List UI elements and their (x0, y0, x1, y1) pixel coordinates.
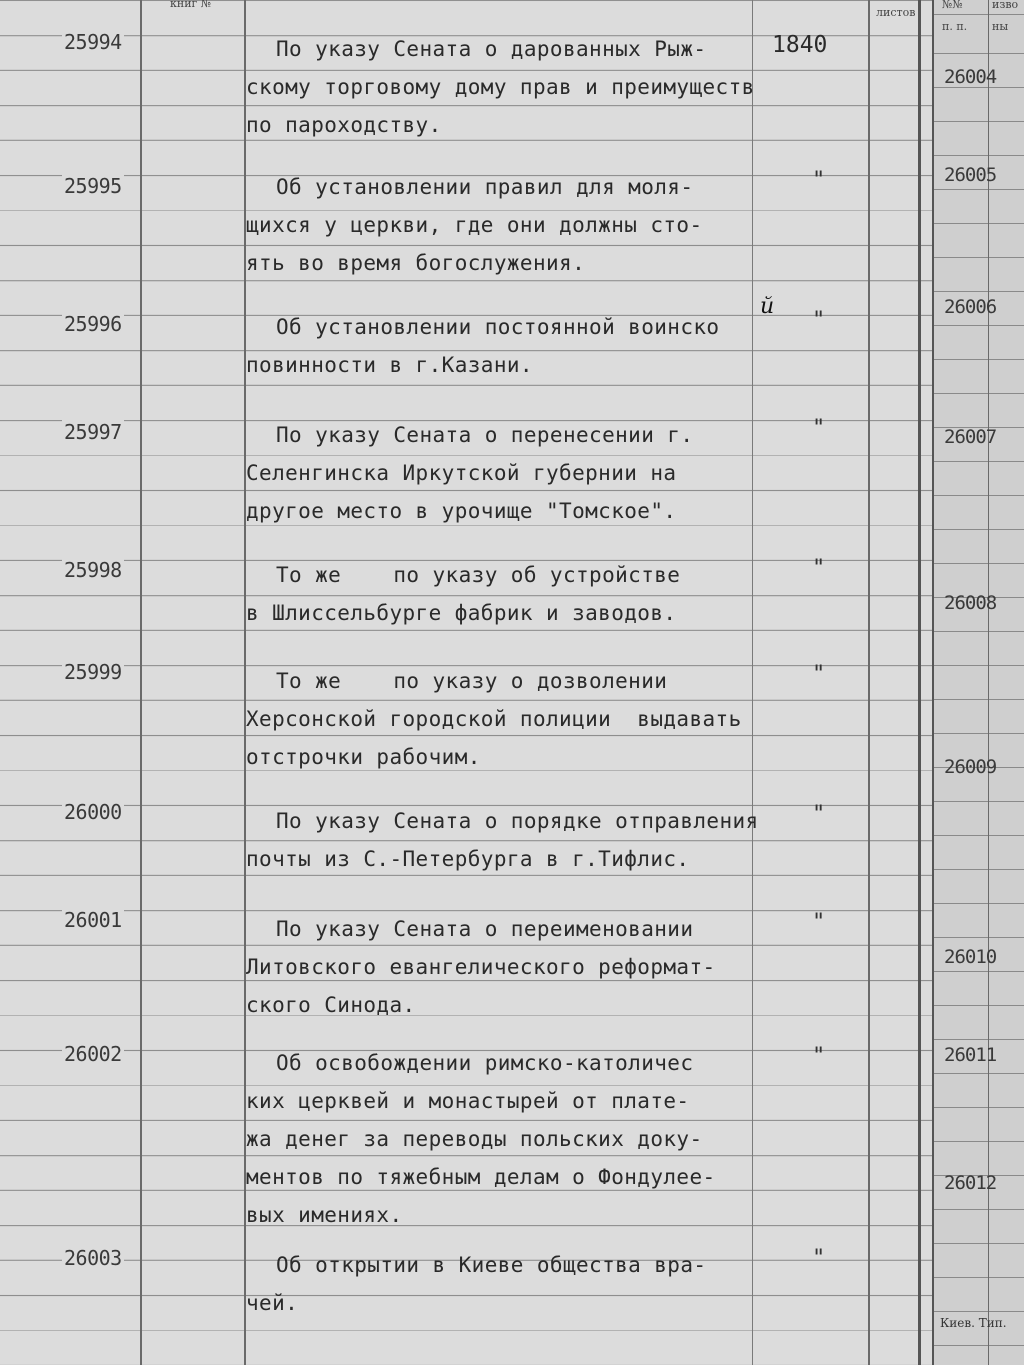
ditto-mark: " (812, 416, 826, 441)
adjacent-entry-number: 26009 (944, 756, 997, 778)
entry-text (246, 1246, 826, 1322)
entry-line: По указу Сената о переименовании (276, 917, 694, 941)
adjacent-entry-number: 26008 (944, 592, 997, 614)
ditto-mark: " (812, 662, 826, 687)
entry-line: по пароходству. (246, 113, 442, 137)
entry-line: Литовского евангелического реформат- (246, 955, 716, 979)
entry-line: Об установлении правил для моля- (276, 175, 694, 199)
entry-line: Херсонской городской полиции выдавать (246, 707, 742, 731)
entry-text (246, 168, 826, 282)
entry-line: Об открытии в Киеве общества вра- (276, 1253, 707, 1277)
entry-number: 25996 (64, 312, 122, 336)
ditto-mark: " (812, 556, 826, 581)
adjacent-entry-number: 26006 (944, 296, 997, 318)
entry-line: По указу Сената о перенесении г. (276, 423, 694, 447)
entry-line: вых имениях. (246, 1203, 403, 1227)
entry-text (246, 30, 826, 144)
entry-line: ского Синода. (246, 993, 416, 1017)
entry-line: ментов по тяжебным делам о Фондулее- (246, 1165, 716, 1189)
adjacent-entry-number: 26011 (944, 1044, 997, 1066)
entry-number: 26001 (64, 908, 122, 932)
adjacent-entry-number: 26004 (944, 66, 997, 88)
printer-imprint: Киев. Тип. (940, 1316, 1007, 1330)
adjacent-entry-number: 26012 (944, 1172, 997, 1194)
entry-line: скому торговому дому прав и преимуществ (246, 75, 755, 99)
ditto-mark: " (812, 910, 826, 935)
entry-line: щихся у церкви, где они должны сто- (246, 213, 703, 237)
entry-line: То же по указу об устройстве (276, 563, 681, 587)
entry-text (246, 308, 826, 384)
adjacent-page (932, 0, 1024, 1365)
entry-number: 26003 (64, 1246, 122, 1270)
column-header-sheets: листов (876, 6, 916, 19)
column-divider (988, 0, 989, 1365)
adjacent-entry-number: 26005 (944, 164, 997, 186)
next-page-header-pp: п. п. (942, 20, 968, 33)
entry-number: 25994 (64, 30, 122, 54)
entry-line: Об освобождении римско-католичес (276, 1051, 694, 1075)
ditto-mark: " (812, 168, 826, 193)
entry-text (246, 662, 826, 776)
ditto-mark: " (812, 1044, 826, 1069)
handwritten-correction: й (760, 294, 775, 319)
ditto-mark: " (812, 308, 826, 333)
year-label: 1840 (772, 32, 828, 58)
entry-line: отстрочки рабочим. (246, 745, 481, 769)
entry-line: жа денег за переводы польских доку- (246, 1127, 703, 1151)
entry-line: почты из С.-Петербурга в г.Тифлис. (246, 847, 690, 871)
entry-line: другое место в урочище "Томское". (246, 499, 677, 523)
entry-line: ких церквей и монастырей от плате- (246, 1089, 690, 1113)
adjacent-entry-number: 26010 (944, 946, 997, 968)
entry-number: 26002 (64, 1042, 122, 1066)
next-page-header-col: изво (992, 0, 1019, 11)
entry-text (246, 416, 826, 530)
entry-line: повинности в г.Казани. (246, 353, 533, 377)
entry-line: в Шлиссельбурге фабрик и заводов. (246, 601, 677, 625)
entry-line: По указу Сената о порядке отправления (276, 809, 759, 833)
entry-number: 25999 (64, 660, 122, 684)
entry-text (246, 556, 826, 632)
entry-number: 25997 (64, 420, 122, 444)
next-page-header-col2: ны (992, 20, 1009, 33)
ditto-mark: " (812, 802, 826, 827)
entry-line: Об установлении постоянной воинско (276, 315, 720, 339)
entry-text (246, 802, 826, 878)
next-page-header-number: №№ (942, 0, 963, 11)
entry-text (246, 1044, 826, 1234)
entry-line: Селенгинска Иркутской губернии на (246, 461, 677, 485)
entry-text (246, 910, 826, 1024)
ditto-mark: " (812, 1246, 826, 1271)
entry-number: 26000 (64, 800, 122, 824)
column-divider (140, 0, 142, 1365)
entry-line: То же по указу о дозволении (276, 669, 668, 693)
entry-number: 25998 (64, 558, 122, 582)
entry-line: ять во время богослужения. (246, 251, 586, 275)
column-header-book-number: книг № (170, 0, 212, 10)
column-divider (868, 0, 870, 1365)
entry-line: По указу Сената о дарованных Рыж- (276, 37, 707, 61)
page-edge (918, 0, 921, 1365)
adjacent-entry-number: 26007 (944, 426, 997, 448)
entry-number: 25995 (64, 174, 122, 198)
entry-line: чей. (246, 1291, 299, 1315)
